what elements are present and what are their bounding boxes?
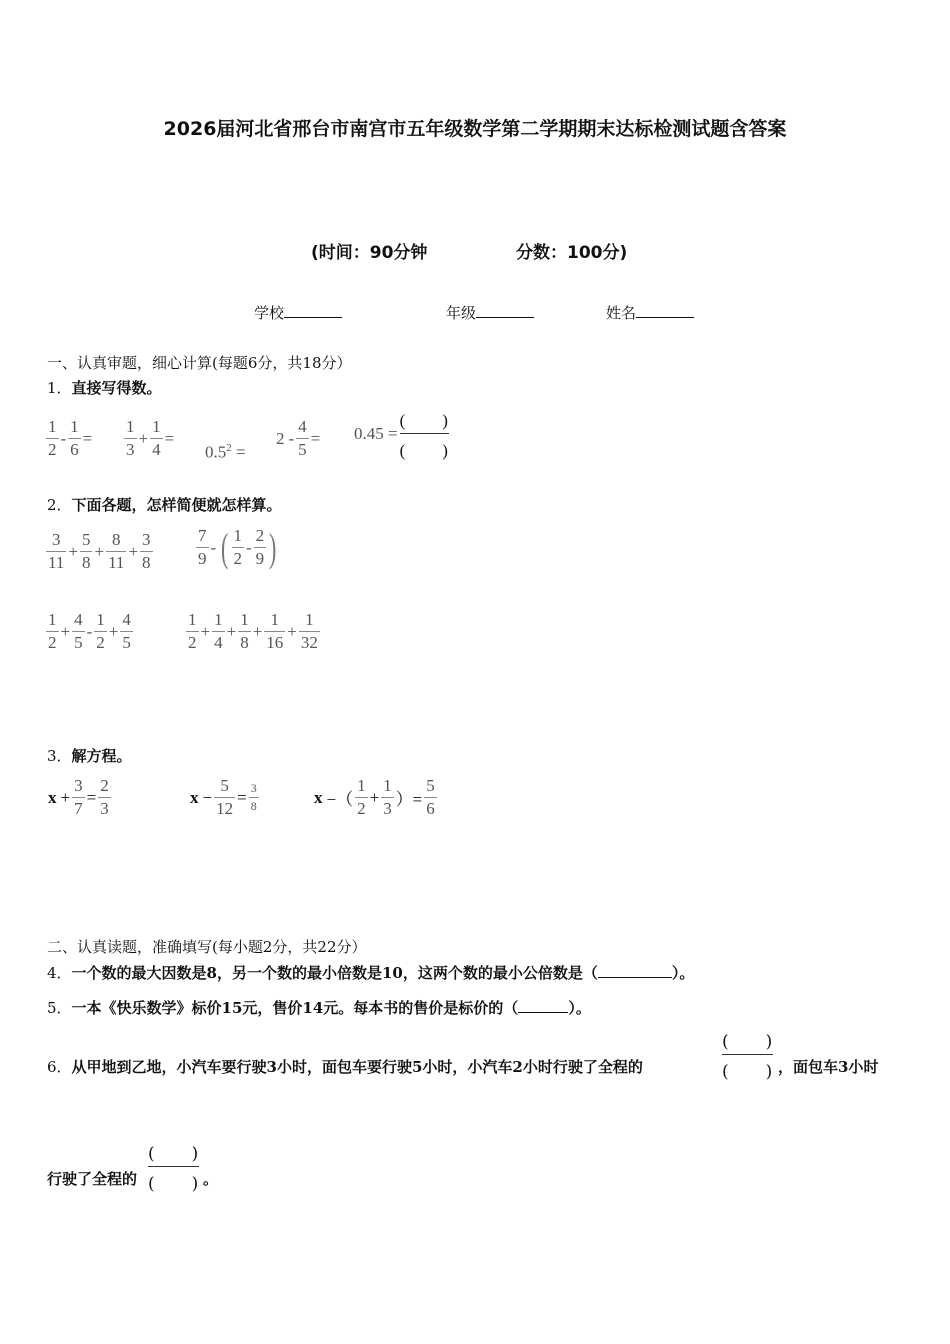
denominator: 6	[70, 440, 79, 459]
fraction-bar	[400, 433, 449, 434]
denominator: 5	[74, 633, 83, 652]
operator: +	[226, 621, 237, 641]
fraction	[46, 417, 59, 460]
fraction-bar	[299, 631, 320, 632]
numerator: 8	[112, 530, 121, 549]
name-field[interactable]	[606, 302, 694, 323]
q3-eq-3	[312, 776, 437, 819]
operator: +	[128, 541, 139, 561]
operator: -	[246, 537, 252, 557]
operator: -	[60, 428, 67, 448]
numerator: 5	[426, 776, 435, 795]
fraction-bar	[424, 797, 437, 798]
fraction	[196, 526, 209, 569]
denominator: 9	[255, 549, 265, 568]
fraction-bar	[186, 631, 199, 632]
fraction-bar	[296, 438, 309, 439]
operator: -	[288, 428, 295, 448]
fraction	[212, 610, 225, 653]
q1-item-1	[46, 417, 94, 460]
denominator: 7	[74, 799, 83, 818]
q6-end: 。	[203, 1170, 219, 1188]
operator: +	[94, 541, 105, 561]
fraction	[381, 776, 394, 819]
denominator: 4	[214, 633, 223, 652]
q1-item-5	[352, 406, 449, 461]
q2-expr-1	[46, 530, 153, 573]
math-token	[400, 406, 449, 461]
q5-end: ）。	[568, 999, 591, 1017]
operator: +	[200, 621, 211, 641]
numerator: 5	[81, 530, 91, 549]
fraction	[186, 610, 199, 653]
q1	[47, 377, 162, 398]
fraction-bar	[212, 631, 225, 632]
fraction	[124, 417, 137, 460]
fraction	[98, 776, 111, 819]
exponent: 2	[226, 442, 232, 454]
fraction-bar	[124, 438, 137, 439]
fraction-bar	[381, 797, 394, 798]
operator: ）=	[395, 790, 423, 809]
fraction	[46, 610, 59, 653]
numerator: 1	[48, 610, 57, 629]
lhs: 0.45 =	[354, 423, 398, 443]
numerator: 1	[357, 776, 366, 795]
numerator: 4	[298, 417, 307, 436]
fraction	[296, 417, 309, 460]
section2-heading: 二、认真读题，准确填写(每小题2分，共22分）	[47, 938, 367, 956]
fraction	[232, 526, 245, 569]
fraction-bar	[94, 631, 107, 632]
operator: +	[369, 787, 380, 807]
denominator: 16	[266, 633, 284, 652]
denominator: 11	[48, 553, 65, 572]
fraction-bar	[148, 1166, 199, 1167]
base: 0.5	[205, 442, 227, 462]
fraction-bar	[46, 551, 66, 552]
section1-heading: 一、认真审题，细心计算(每题6分，共18分）	[47, 354, 352, 372]
grade-blank[interactable]	[476, 303, 534, 318]
fraction-bar	[722, 1054, 773, 1055]
operator: +	[68, 541, 78, 561]
fraction-bar	[72, 797, 85, 798]
q5-number: 5．	[47, 999, 72, 1017]
q3-eq-2	[188, 776, 259, 819]
fraction	[424, 776, 437, 819]
denominator: 3	[126, 440, 135, 459]
fraction	[214, 776, 235, 819]
fraction	[68, 417, 81, 460]
q6-line2: 行驶了全程的	[47, 1170, 138, 1188]
denominator: 9	[198, 549, 207, 568]
left-paren: (	[221, 524, 229, 570]
numerator: 1	[152, 417, 161, 436]
answer-numerator-blank[interactable]: ( )	[399, 411, 449, 430]
fraction-bar	[98, 797, 111, 798]
denominator: 8	[142, 553, 151, 572]
school-blank[interactable]	[284, 303, 342, 318]
operator: =	[237, 787, 247, 807]
fraction	[94, 610, 107, 653]
exam-time: (时间：90分钟	[311, 243, 428, 263]
operator: x	[190, 787, 199, 807]
fraction-bar	[46, 631, 59, 632]
numerator: 1	[188, 610, 197, 629]
denominator: 2	[96, 633, 105, 652]
fraction-bar	[46, 438, 59, 439]
denominator: 3	[100, 799, 109, 818]
q1-item-2	[124, 417, 176, 460]
operator: +	[138, 428, 149, 448]
fraction	[140, 530, 153, 573]
q3-number: 3．	[47, 747, 72, 765]
q4-answer-blank[interactable]	[598, 963, 672, 978]
equals: =	[310, 428, 321, 448]
q3	[47, 745, 132, 766]
q5	[47, 997, 591, 1018]
denominator: 2	[48, 633, 57, 652]
page-title: 2026届河北省邢台市南宫市五年级数学第二学期期末达标检测试题含答案	[163, 118, 787, 140]
fraction-bar	[150, 438, 163, 439]
denominator: 2	[233, 549, 242, 568]
school-label: 学校	[254, 304, 285, 322]
fraction-bar	[80, 551, 93, 552]
fraction	[106, 530, 126, 573]
operator: -	[210, 537, 217, 557]
q4-end: ）。	[671, 964, 695, 982]
equals: =	[164, 428, 175, 448]
right-paren: )	[269, 524, 277, 570]
denominator: 11	[108, 553, 125, 572]
fraction-bar	[232, 547, 245, 548]
q3-eq-1	[46, 776, 111, 819]
grade-label: 年级	[446, 304, 477, 322]
fraction	[72, 776, 85, 819]
numerator: 1	[240, 610, 249, 629]
denominator: 4	[152, 440, 161, 459]
denominator: 5	[122, 633, 131, 652]
fraction-bar	[249, 797, 259, 798]
q4	[47, 962, 694, 983]
q2-expr-2	[196, 526, 280, 569]
fraction-bar	[120, 631, 133, 632]
fraction	[150, 417, 163, 460]
q1-number: 1．	[47, 379, 72, 397]
name-blank[interactable]	[636, 303, 694, 318]
denominator: 3	[383, 799, 392, 818]
q6-text: 从甲地到乙地，小汽车要行驶3小时，面包车要行驶5小时，小汽车2小时行驶了全程的	[71, 1058, 643, 1076]
fraction	[46, 530, 66, 573]
q6-line1	[47, 1056, 643, 1077]
paren-denominator: ( )	[148, 1174, 200, 1194]
numerator: 1	[233, 526, 242, 545]
fraction	[254, 526, 267, 569]
fraction-bar	[355, 797, 368, 798]
operator: +	[60, 621, 71, 641]
operator: -	[86, 621, 93, 641]
fraction	[249, 781, 259, 814]
equals: =	[236, 442, 246, 462]
q2-text: 下面各题，怎样简便就怎样算。	[71, 496, 282, 514]
fraction	[72, 610, 85, 653]
numerator: 3	[142, 530, 151, 549]
fraction-bar	[140, 551, 153, 552]
fraction-bar	[72, 631, 85, 632]
grade-field[interactable]	[446, 302, 534, 323]
fraction-bar	[68, 438, 81, 439]
numerator: 1	[126, 417, 135, 436]
operator: −	[202, 787, 213, 807]
denominator: 2	[188, 633, 197, 652]
numerator: 3	[74, 776, 83, 795]
denominator: 8	[250, 799, 257, 813]
fraction-bar	[214, 797, 235, 798]
name-label: 姓名	[606, 304, 637, 322]
fraction-bar	[106, 551, 126, 552]
fraction-bar	[264, 631, 285, 632]
fraction	[120, 610, 133, 653]
numerator: 2	[100, 776, 109, 795]
fraction-bar	[196, 547, 209, 548]
denominator: 12	[216, 799, 234, 818]
q6-number: 6．	[47, 1058, 72, 1076]
operator: +	[108, 621, 119, 641]
denominator: 2	[48, 440, 57, 459]
fraction-bar	[254, 547, 267, 548]
denominator: 32	[300, 633, 318, 652]
numerator: 1	[96, 610, 105, 629]
numerator: 1	[214, 610, 223, 629]
q2-expr-3	[46, 610, 133, 653]
denominator: 6	[426, 799, 435, 818]
operator: −（	[326, 790, 354, 809]
numerator: 1	[70, 417, 79, 436]
fraction	[299, 610, 320, 653]
q4-number: 4．	[47, 964, 72, 982]
answer-denominator-blank[interactable]: ( )	[399, 441, 449, 460]
numerator: 3	[250, 781, 257, 795]
numerator: 1	[383, 776, 392, 795]
q2	[47, 494, 282, 515]
q5-answer-blank[interactable]	[518, 998, 568, 1013]
numerator: 1	[270, 610, 280, 629]
operator: +	[60, 787, 71, 807]
whole-number: 2	[276, 428, 285, 448]
denominator: 5	[298, 440, 307, 459]
fraction	[264, 610, 285, 653]
numerator: 5	[220, 776, 229, 795]
numerator: 1	[48, 417, 57, 436]
paren-numerator: ( )	[722, 1032, 774, 1052]
operator: x	[314, 787, 323, 807]
numerator: 3	[51, 530, 61, 549]
q1-item-4	[274, 417, 322, 460]
denominator: 8	[240, 633, 249, 652]
fraction	[238, 610, 251, 653]
fraction	[355, 776, 368, 819]
denominator: 2	[357, 799, 366, 818]
operator: x	[48, 787, 57, 807]
numerator: 1	[305, 610, 314, 629]
q1-item-3	[205, 442, 246, 463]
numerator: 7	[198, 526, 207, 545]
q1-text: 直接写得数。	[71, 379, 162, 397]
math-token	[148, 1139, 199, 1194]
exam-score: 分数：100分)	[516, 243, 628, 263]
denominator: 8	[81, 553, 91, 572]
fraction-bar	[238, 631, 251, 632]
operator: +	[287, 621, 297, 641]
q3-text: 解方程。	[71, 747, 132, 765]
equals: =	[82, 428, 93, 448]
q6-answer-fraction-1[interactable]	[722, 1027, 773, 1082]
school-field[interactable]	[254, 302, 342, 323]
q6-mid: ，面包车3小时	[778, 1058, 879, 1076]
q2-expr-4	[186, 610, 320, 653]
q2-number: 2．	[47, 496, 72, 514]
operator: =	[86, 787, 97, 807]
numerator: 4	[74, 610, 83, 629]
paren-numerator: ( )	[148, 1144, 200, 1164]
fraction	[80, 530, 93, 573]
paren-denominator: ( )	[722, 1062, 774, 1082]
numerator: 4	[122, 610, 131, 629]
q5-text: 一本《快乐数学》标价15元，售价14元。每本书的售价是标价的（	[71, 999, 519, 1017]
q4-text: 一个数的最大因数是8，另一个数的最小倍数是10，这两个数的最小公倍数是（	[71, 964, 598, 982]
q6-answer-fraction-2[interactable]	[148, 1139, 199, 1194]
operator: +	[252, 621, 263, 641]
numerator: 2	[255, 526, 265, 545]
math-token	[722, 1027, 773, 1082]
